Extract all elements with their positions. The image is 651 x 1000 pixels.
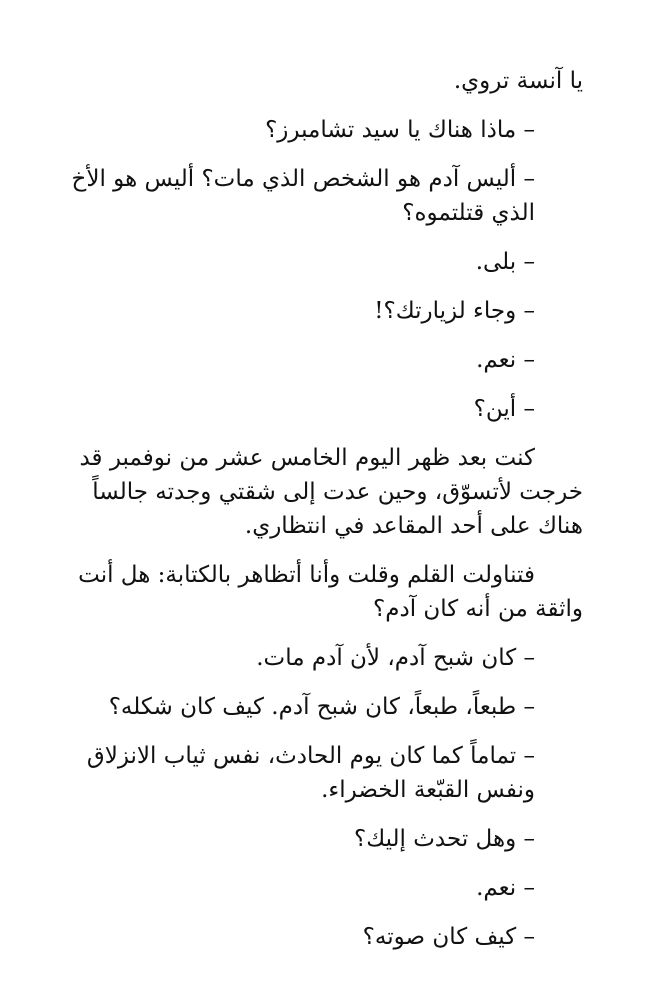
dialog-line: – نعم. xyxy=(476,875,535,901)
dialog-line: – طبعاً، طبعاً، كان شبح آدم. كيف كان شكله؟ xyxy=(108,694,535,720)
dialog-line: – وجاء لزيارتك؟! xyxy=(374,298,535,324)
dialog-line: – كان شبح آدم، لأن آدم مات. xyxy=(256,645,535,671)
narrative-paragraph: كنت بعد ظهر اليوم الخامس عشر من نوفمبر قد خرجت لأتسوّق، وحين عدت إلى شقتي وجدته جالساً هناك على أحد المقاعد في انتظاري. xyxy=(79,445,583,539)
dialog-line: – بلى. xyxy=(475,249,535,275)
narrative-paragraph: فتناولت القلم وقلت وأنا أتظاهر بالكتابة: هل أنت واثقة من أنه كان آدم؟ xyxy=(78,562,583,622)
dialog-line: – تماماً كما كان يوم الحادث، نفس ثياب الانزلاق ونفس القبّعة الخضراء. xyxy=(86,743,535,803)
dialog-line: – كيف كان صوته؟ xyxy=(362,924,535,950)
paragraph-opening: يا آنسة تروي. xyxy=(453,68,583,94)
dialog-line: – أليس آدم هو الشخص الذي مات؟ أليس هو الأخ الذي قتلتموه؟ xyxy=(71,166,535,226)
dialog-line: – نعم. xyxy=(476,347,535,373)
book-page xyxy=(63,64,583,969)
dialog-line: – أين؟ xyxy=(473,396,535,422)
dialog-line: – وهل تحدث إليك؟ xyxy=(354,826,535,852)
dialog-line: – ماذا هناك يا سيد تشامبرز؟ xyxy=(265,117,535,143)
